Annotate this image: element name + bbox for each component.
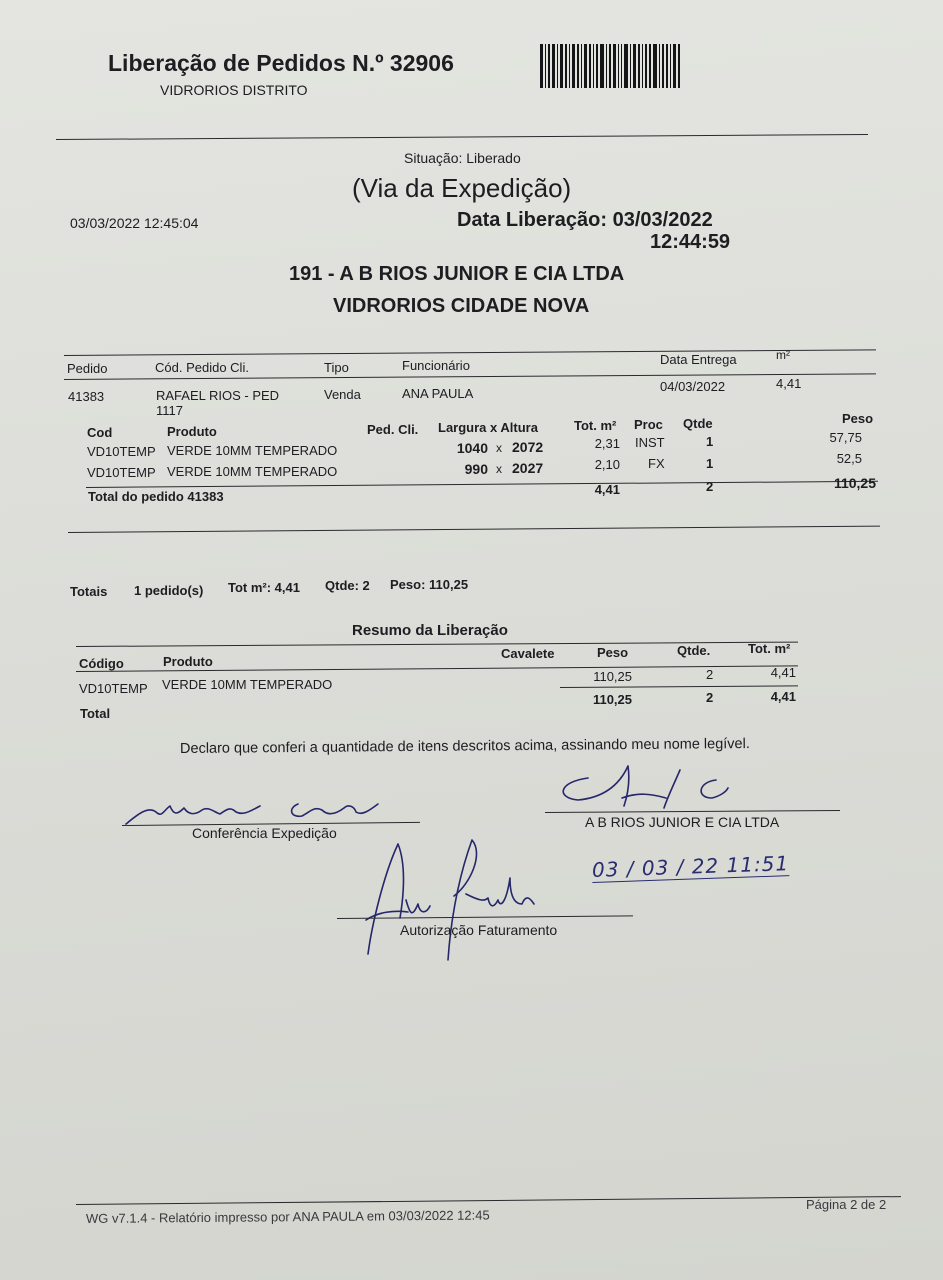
resumo-total-peso: 110,25 <box>592 692 632 707</box>
print-datetime: 03/03/2022 12:45:04 <box>70 215 199 231</box>
footer-line <box>76 1196 901 1205</box>
item-proc: INST <box>635 435 665 450</box>
resumo-col-qtde: Qtde. <box>677 643 711 658</box>
signature-autorizacao <box>338 834 548 964</box>
footer-page-number: Página 2 de 2 <box>806 1197 887 1212</box>
col-m2: m² <box>776 348 790 362</box>
autorizacao-label: Autorização Faturamento <box>400 922 558 938</box>
conferencia-label: Conferência Expedição <box>192 825 337 841</box>
item-col-tot-m2: Tot. m² <box>574 418 617 433</box>
resumo-title: Resumo da Liberação <box>352 622 508 639</box>
col-funcionario: Funcionário <box>402 358 470 373</box>
item-peso: 57,75 <box>829 430 862 445</box>
resumo-total-line <box>560 685 798 688</box>
item-altura: 2027 <box>512 460 544 476</box>
via-label: (Via da Expedição) <box>352 173 572 203</box>
col-tipo: Tipo <box>324 360 349 375</box>
order-data-entrega: 04/03/2022 <box>660 379 726 394</box>
resumo-produto: VERDE 10MM TEMPERADO <box>162 677 333 692</box>
order-tipo: Venda <box>324 387 361 402</box>
col-pedido: Pedido <box>67 361 108 376</box>
totals-peso: Peso: 110,25 <box>390 577 469 592</box>
resumo-peso: 110,25 <box>593 669 632 684</box>
item-produto: VERDE 10MM TEMPERADO <box>167 443 338 458</box>
item-col-largura-altura: Largura x Altura <box>438 420 538 435</box>
resumo-codigo: VD10TEMP <box>79 681 148 696</box>
footer-printed-by: WG v7.1.4 - Relatório impresso por ANA PAULA em 03/03/2022 12:45 <box>85 1207 490 1226</box>
item-col-produto: Produto <box>167 424 217 439</box>
data-liberacao: Data Liberação: 03/03/2022 <box>457 209 713 231</box>
data-liberacao-time: 12:44:59 <box>650 231 731 253</box>
col-data-entrega: Data Entrega <box>660 352 737 367</box>
item-produto: VERDE 10MM TEMPERADO <box>167 464 338 479</box>
resumo-qtde: 2 <box>706 667 714 682</box>
order-total-line <box>86 481 878 488</box>
order-total-m2: 4,41 <box>594 482 620 497</box>
order-total-qtde: 2 <box>706 479 714 494</box>
item-col-proc: Proc <box>634 417 663 432</box>
item-col-qtde: Qtde <box>683 416 713 431</box>
item-col-peso: Peso <box>842 411 874 426</box>
order-table-top-line <box>64 349 876 356</box>
declaration-text: Declaro que conferi a quantidade de itens descritos acima, assinando meu nome legível. <box>179 736 750 757</box>
item-x: x <box>496 462 502 476</box>
item-cod: VD10TEMP <box>87 465 156 480</box>
resumo-tot-m2: 4,41 <box>770 665 796 680</box>
resumo-total-qtde: 2 <box>706 690 714 705</box>
company-sign-label: A B RIOS JUNIOR E CIA LTDA <box>585 814 780 830</box>
item-largura: 1040 <box>456 440 488 456</box>
barcode <box>540 44 682 88</box>
order-pedido: 41383 <box>68 389 105 404</box>
resumo-col-peso: Peso <box>597 645 629 660</box>
resumo-col-tot-m2: Tot. m² <box>748 641 791 656</box>
resumo-total-tot-m2: 4,41 <box>770 689 796 704</box>
order-total-label: Total do pedido 41383 <box>88 489 224 504</box>
handwritten-date: 03 / 03 / 22 11:51 <box>591 851 790 882</box>
item-largura: 990 <box>464 461 488 477</box>
item-cod: VD10TEMP <box>87 444 156 459</box>
totals-qtde: Qtde: 2 <box>325 578 370 593</box>
order-total-peso: 110,25 <box>833 475 876 491</box>
signature-company <box>548 758 748 818</box>
item-proc: FX <box>648 456 665 471</box>
item-tot-m2: 2,31 <box>594 436 620 451</box>
order-funcionario: ANA PAULA <box>402 386 474 401</box>
resumo-col-codigo: Código <box>79 656 124 671</box>
item-col-cod: Cod <box>87 425 113 440</box>
document-title: Liberação de Pedidos N.º 32906 <box>108 50 454 76</box>
order-cod-line1: RAFAEL RIOS - PED <box>156 388 280 403</box>
order-cod-line2: 1117 <box>156 403 183 418</box>
order-m2: 4,41 <box>776 376 802 391</box>
item-qtde: 1 <box>706 456 714 471</box>
situacao: Situação: Liberado <box>404 150 521 166</box>
totals-m2: Tot m²: 4,41 <box>228 580 300 595</box>
col-cod-pedido: Cód. Pedido Cli. <box>155 360 249 375</box>
resumo-col-produto: Produto <box>163 654 213 669</box>
item-tot-m2: 2,10 <box>594 457 620 472</box>
resumo-total-label: Total <box>80 706 111 721</box>
item-peso: 52,5 <box>836 451 862 466</box>
totals-label: Totais <box>70 584 108 599</box>
company-name: VIDRORIOS DISTRITO <box>160 82 308 98</box>
totals-pedidos: 1 pedido(s) <box>134 583 204 598</box>
header-divider <box>56 134 868 140</box>
client-name: 191 - A B RIOS JUNIOR E CIA LTDA <box>289 263 625 285</box>
item-x: x <box>496 441 502 455</box>
item-altura: 2072 <box>512 439 544 455</box>
order-table-bottom-line <box>68 526 880 533</box>
item-qtde: 1 <box>706 434 714 449</box>
item-col-ped-cli: Ped. Cli. <box>367 422 419 437</box>
client-unit: VIDRORIOS CIDADE NOVA <box>333 295 590 317</box>
resumo-col-cavalete: Cavalete <box>501 646 555 661</box>
